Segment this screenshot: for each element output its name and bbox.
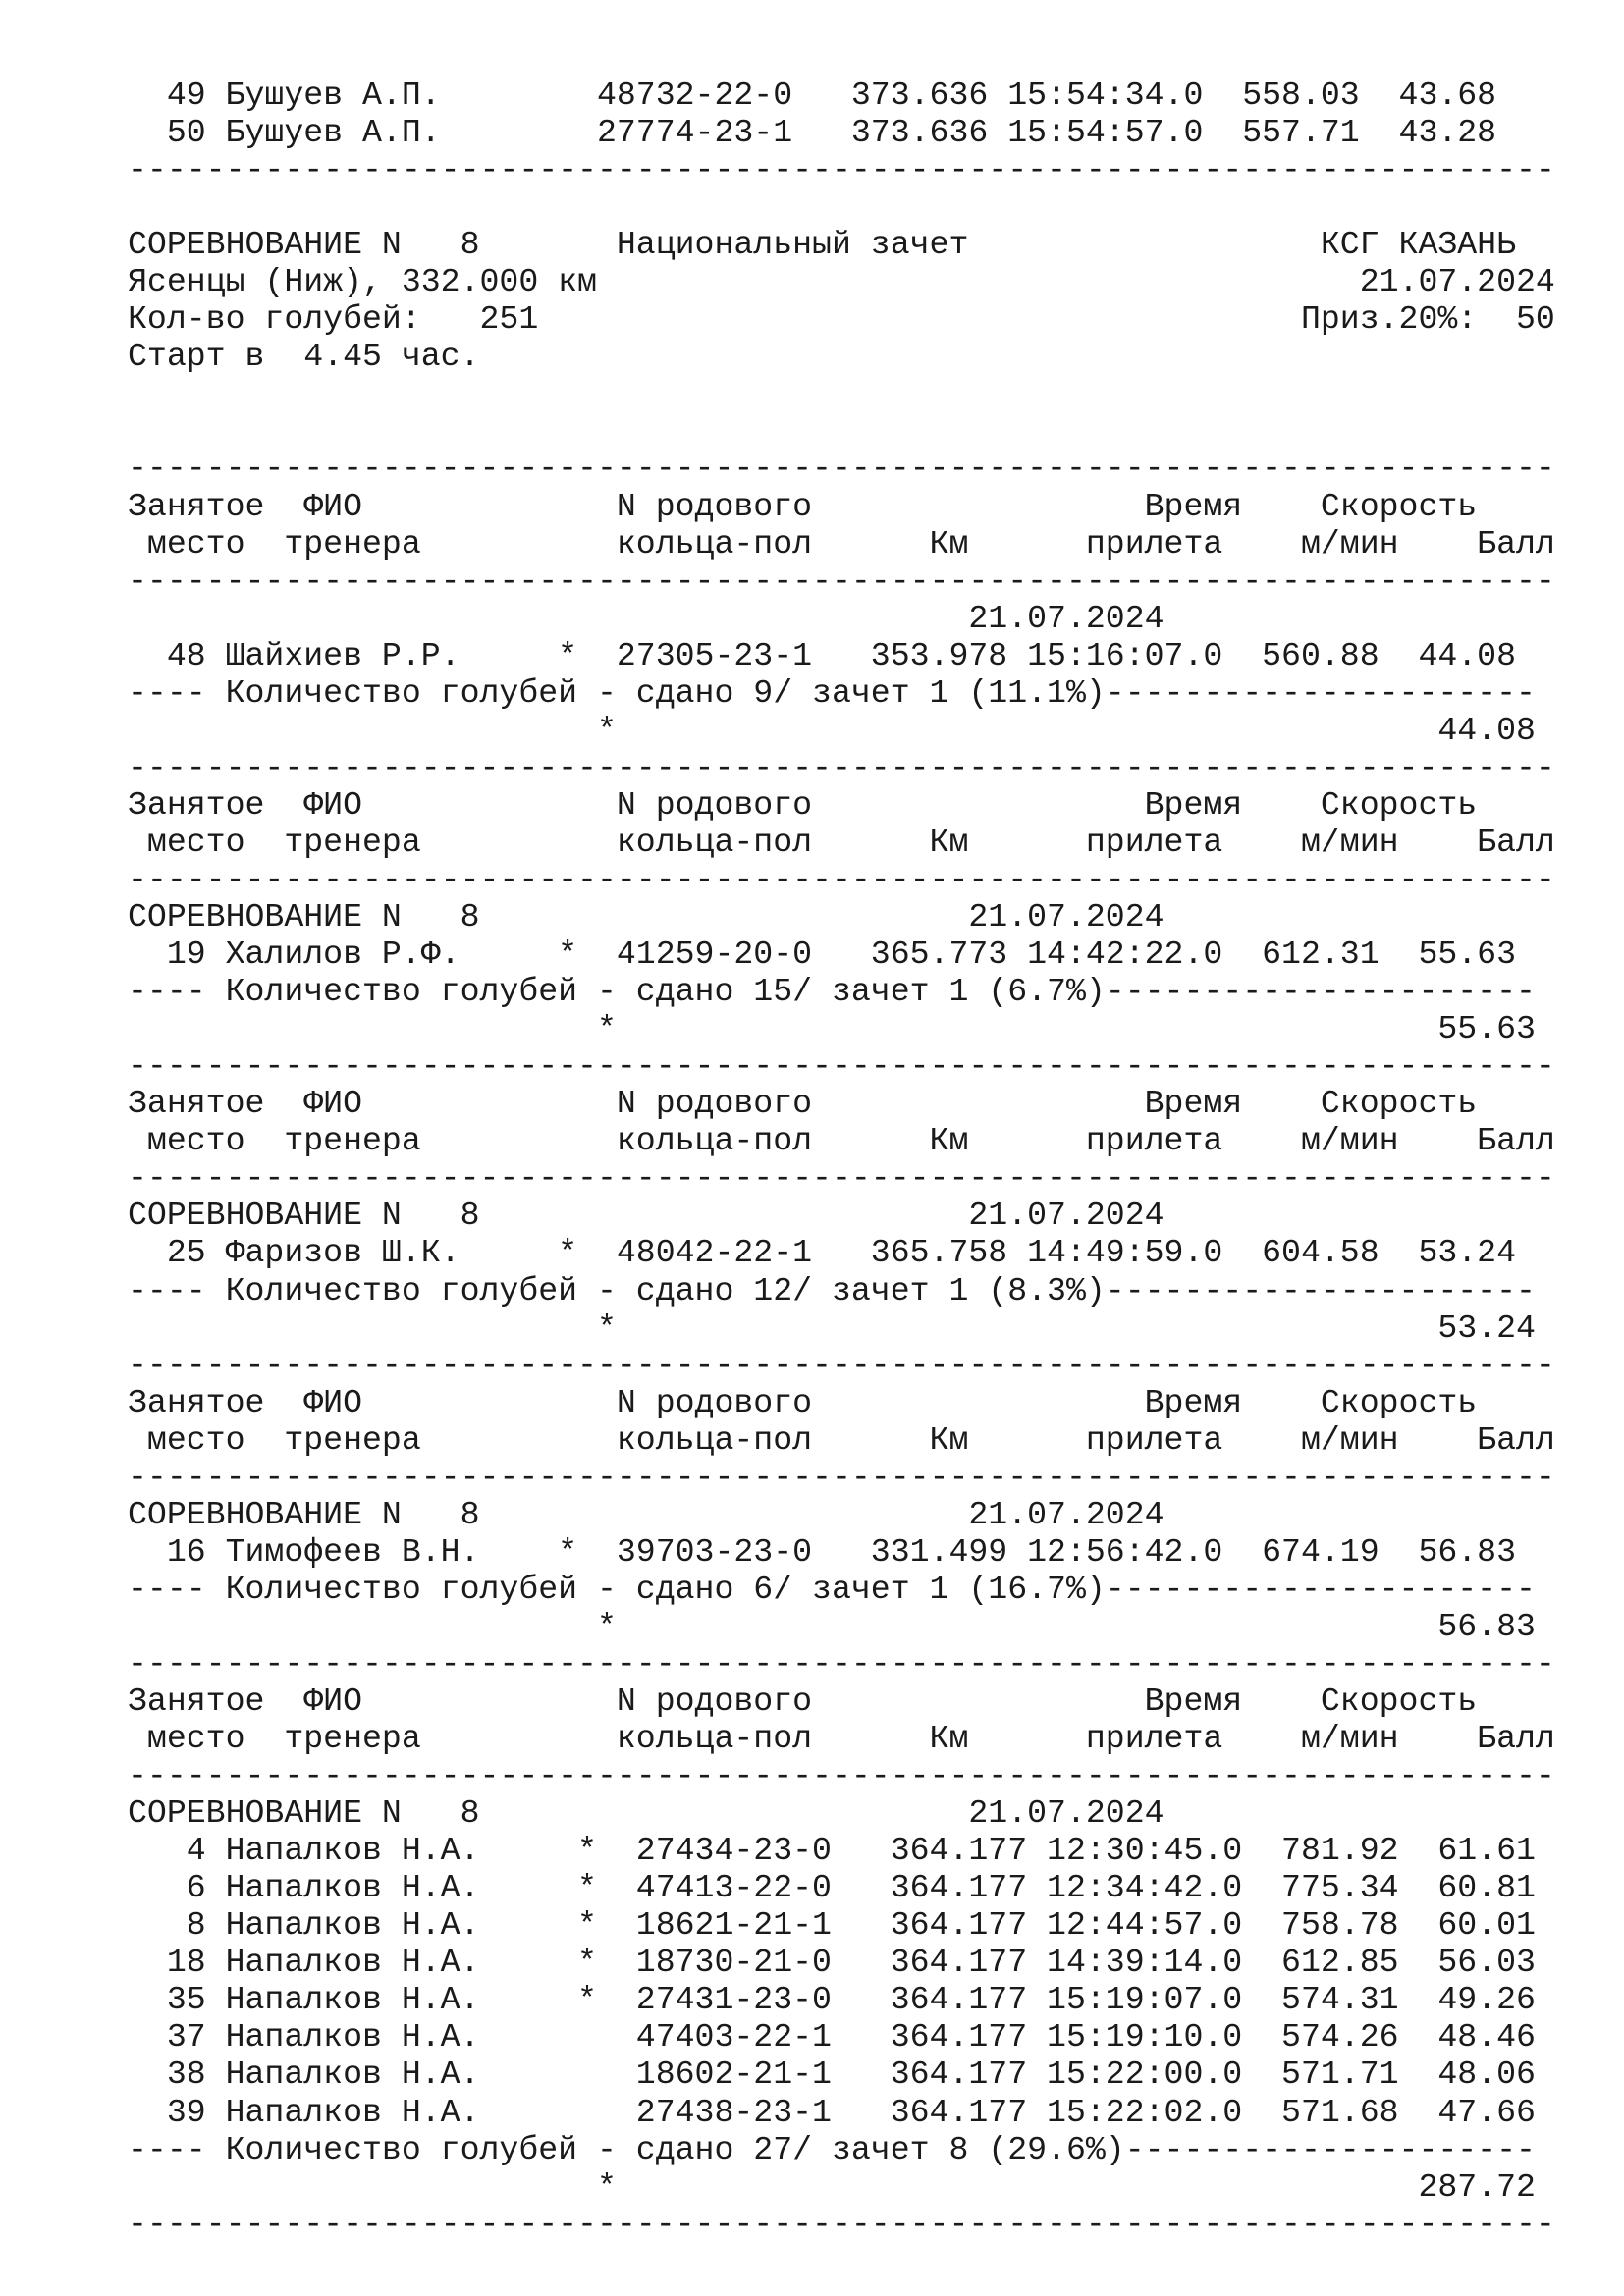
column-header-line: Занятое ФИО N родового Время Скорость	[128, 1682, 1478, 1721]
pigeon-count-summary: ---- Количество голубей - сдано 12/ зачет 1 (8.3%)----------------------	[128, 1271, 1536, 1309]
result-row: 50 Бушуев А.П. 27774-23-1 373.636 15:54:57.0 557.71 43.28	[128, 114, 1497, 152]
separator-line: -------------------------------------------------------------------------	[128, 1346, 1555, 1384]
column-header-line: место тренера кольца-пол Км прилета м/мин Балл	[128, 1720, 1555, 1758]
competition-date-line: СОРЕВНОВАНИЕ N 8 21.07.2024	[128, 1794, 1164, 1833]
result-row: 48 Шайхиев Р.Р. * 27305-23-1 353.978 15:16:07.0 560.88 44.08	[128, 636, 1517, 674]
separator-line: -------------------------------------------------------------------------	[128, 1644, 1555, 1682]
results-printout	[128, 77, 1555, 2243]
separator-line: -------------------------------------------------------------------------	[128, 450, 1555, 488]
result-row: 8 Напалков Н.А. * 18621-21-1 364.177 12:44:57.0 758.78 60.01	[128, 1906, 1536, 1945]
points-total: * 44.08	[128, 711, 1536, 749]
competition-date-line: СОРЕВНОВАНИЕ N 8 21.07.2024	[128, 898, 1164, 936]
result-row: 37 Напалков Н.А. 47403-22-1 364.177 15:19:10.0 574.26 48.46	[128, 2018, 1536, 2056]
separator-line: -------------------------------------------------------------------------	[128, 1159, 1555, 1198]
column-header-line: место тренера кольца-пол Км прилета м/мин Балл	[128, 1420, 1555, 1459]
competition-header-line: СОРЕВНОВАНИЕ N 8 Национальный зачет КСГ КАЗАНЬ	[128, 226, 1517, 264]
separator-line: -------------------------------------------------------------------------	[128, 1458, 1555, 1496]
points-total: * 55.63	[128, 1010, 1536, 1048]
pigeon-count-summary: ---- Количество голубей - сдано 27/ зачет 8 (29.6%)---------------------	[128, 2130, 1536, 2168]
points-total: * 287.72	[128, 2167, 1536, 2206]
result-row: 16 Тимофеев В.Н. * 39703-23-0 331.499 12:56:42.0 674.19 56.83	[128, 1532, 1517, 1571]
column-header-line: место тренера кольца-пол Км прилета м/мин Балл	[128, 1122, 1555, 1160]
points-total: * 53.24	[128, 1308, 1536, 1347]
separator-line: -------------------------------------------------------------------------	[128, 748, 1555, 786]
result-row: 49 Бушуев А.П. 48732-22-0 373.636 15:54:34.0 558.03 43.68	[128, 77, 1497, 114]
result-row: 19 Халилов Р.Ф. * 41259-20-0 365.773 14:42:22.0 612.31 55.63	[128, 935, 1517, 974]
competition-header-line: Кол-во голубей: 251 Приз.20%: 50	[128, 300, 1555, 339]
separator-line: -------------------------------------------------------------------------	[128, 151, 1555, 189]
result-row: 18 Напалков Н.А. * 18730-21-0 364.177 14:39:14.0 612.85 56.03	[128, 1944, 1536, 1982]
result-row: 35 Напалков Н.А. * 27431-23-0 364.177 15:19:07.0 574.31 49.26	[128, 1981, 1536, 2019]
column-header-line: Занятое ФИО N родового Время Скорость	[128, 785, 1478, 824]
competition-header-line: Ясенцы (Ниж), 332.000 км 21.07.2024	[128, 263, 1555, 301]
blank-line	[128, 412, 1555, 450]
column-header-line: место тренера кольца-пол Км прилета м/мин Балл	[128, 823, 1555, 861]
separator-line: -------------------------------------------------------------------------	[128, 2205, 1555, 2243]
competition-date-line: СОРЕВНОВАНИЕ N 8 21.07.2024	[128, 1197, 1164, 1235]
separator-line: -------------------------------------------------------------------------	[128, 561, 1555, 600]
separator-line: -------------------------------------------------------------------------	[128, 860, 1555, 898]
separator-line: -------------------------------------------------------------------------	[128, 1047, 1555, 1086]
column-header-line: место тренера кольца-пол Км прилета м/мин Балл	[128, 524, 1555, 562]
result-row: 38 Напалков Н.А. 18602-21-1 364.177 15:22:00.0 571.71 48.06	[128, 2056, 1536, 2094]
points-total: * 56.83	[128, 1607, 1536, 1645]
result-row: 4 Напалков Н.А. * 27434-23-0 364.177 12:30:45.0 781.92 61.61	[128, 1832, 1536, 1870]
result-row: 6 Напалков Н.А. * 47413-22-0 364.177 12:34:42.0 775.34 60.81	[128, 1869, 1536, 1907]
result-row: 25 Фаризов Ш.К. * 48042-22-1 365.758 14:49:59.0 604.58 53.24	[128, 1234, 1517, 1272]
column-header-line: Занятое ФИО N родового Время Скорость	[128, 487, 1478, 525]
pigeon-count-summary: ---- Количество голубей - сдано 6/ зачет 1 (16.7%)----------------------	[128, 1570, 1536, 1608]
competition-header-line: Старт в 4.45 час.	[128, 338, 480, 376]
column-header-line: Занятое ФИО N родового Время Скорость	[128, 1085, 1478, 1123]
blank-line	[128, 375, 1555, 412]
separator-line: -------------------------------------------------------------------------	[128, 1757, 1555, 1795]
blank-line	[128, 188, 1555, 226]
pigeon-count-summary: ---- Количество голубей - сдано 9/ зачет 1 (11.1%)----------------------	[128, 673, 1536, 712]
result-row: 39 Напалков Н.А. 27438-23-1 364.177 15:22:02.0 571.68 47.66	[128, 2093, 1536, 2131]
pigeon-count-summary: ---- Количество голубей - сдано 15/ зачет 1 (6.7%)----------------------	[128, 973, 1536, 1011]
competition-date-line: СОРЕВНОВАНИЕ N 8 21.07.2024	[128, 1495, 1164, 1533]
competition-date-line: 21.07.2024	[128, 599, 1164, 637]
column-header-line: Занятое ФИО N родового Время Скорость	[128, 1383, 1478, 1421]
